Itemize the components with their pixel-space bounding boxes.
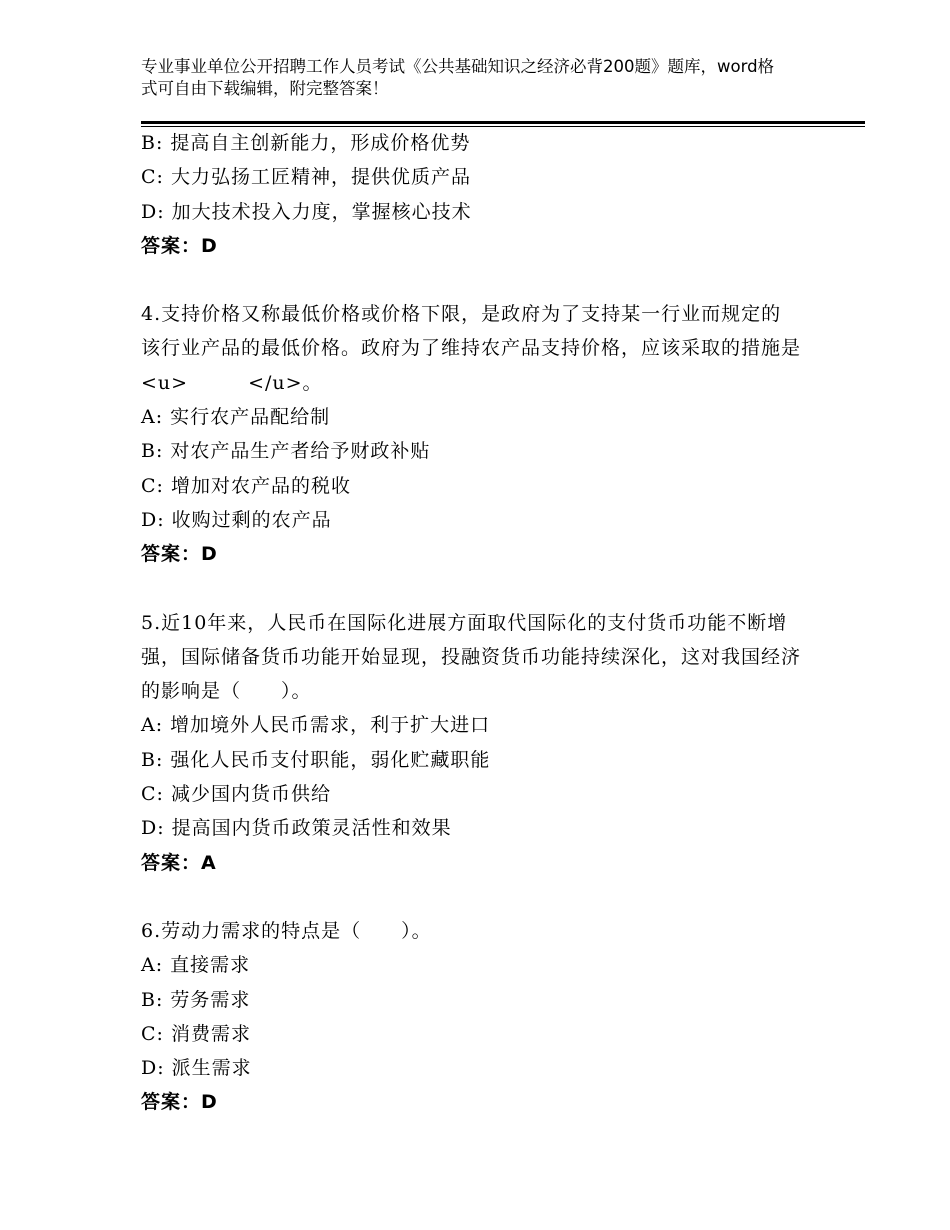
document-header: 专业事业单位公开招聘工作人员考试《公共基础知识之经济必背200题》题库，word格式可自由下载编辑，附完整答案！	[141, 57, 775, 98]
question-4	[141, 297, 801, 571]
q5-option-b: B: 强化人民币支付职能，弱化贮藏职能	[141, 748, 491, 771]
q5-option-d: D: 提高国内货币政策灵活性和效果	[141, 817, 452, 840]
question-5	[141, 606, 801, 880]
q4-answer: 答案：D	[141, 543, 218, 566]
q4-option-c: C: 增加对农产品的税收	[141, 474, 351, 497]
q5-answer: 答案：A	[141, 851, 217, 874]
q3-option-d: D: 加大技术投入力度，掌握核心技术	[141, 200, 472, 223]
q4-option-a: A: 实行农产品配给制	[141, 406, 331, 429]
q5-option-c: C: 减少国内货币供给	[141, 783, 331, 806]
q3-option-b: B: 提高自主创新能力，形成价格优势	[141, 132, 471, 154]
header-divider-thick	[141, 121, 865, 124]
question-3-tail	[141, 126, 801, 263]
q6-option-a: A: 直接需求	[141, 954, 251, 977]
question-6	[141, 914, 801, 1120]
spacer	[141, 263, 801, 297]
q4-option-b: B: 对农产品生产者给予财政补贴	[141, 440, 431, 463]
q6-option-c: C: 消费需求	[141, 1022, 251, 1045]
q3-answer: 答案：D	[141, 234, 218, 257]
q4-stem: 4.支持价格又称最低价格或价格下限，是政府为了支持某一行业而规定的该行业产品的最低价格。政府为了维持农产品支持价格，应该采取的措施是<u> </u>。	[141, 303, 802, 394]
q4-option-d: D: 收购过剩的农产品	[141, 508, 332, 531]
q6-answer: 答案：D	[141, 1091, 218, 1114]
q3-option-c: C: 大力弘扬工匠精神，提供优质产品	[141, 166, 471, 189]
spacer	[141, 880, 801, 914]
document-body	[141, 126, 801, 1120]
q5-option-a: A: 增加境外人民币需求，利于扩大进口	[141, 714, 491, 737]
q5-stem: 5.近10年来，人民币在国际化进展方面取代国际化的支付货币功能不断增强，国际储备货币功能开始显现，投融资货币功能持续深化，这对我国经济的影响是（ ）。	[141, 611, 802, 703]
q6-stem: 6.劳动力需求的特点是（ ）。	[141, 919, 432, 942]
q6-option-b: B: 劳务需求	[141, 988, 251, 1011]
q6-option-d: D: 派生需求	[141, 1057, 252, 1080]
spacer	[141, 572, 801, 606]
